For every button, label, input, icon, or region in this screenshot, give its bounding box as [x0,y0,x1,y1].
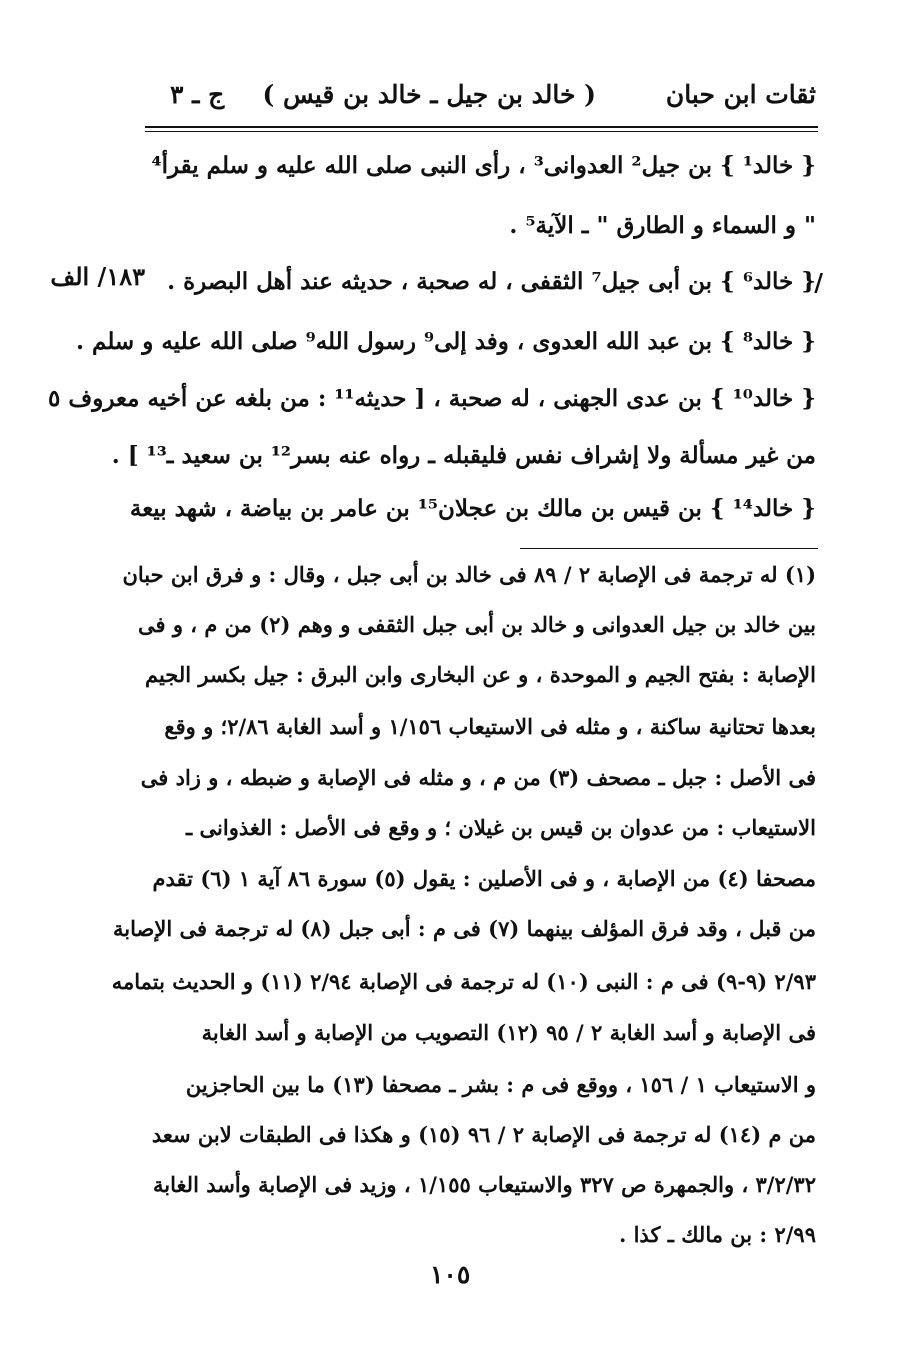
margin-folio-note: ١٨٣/ الف [50,262,145,291]
header-rule-thin [145,131,818,132]
footnote-line: ٢/٩٩ : بن مالك ـ كذا . [618,1222,816,1247]
footnote-line: من قبل ، وقد فرق المؤلف بينهما (٧) فى م : أبى جبل (٨) له ترجمة فى الإصابة [113,916,816,941]
body-line: " و السماء و الطارق " ـ الآية⁵ . [509,212,816,239]
body-line: { خالد⁸ } بن عبد الله العدوى ، وفد إلى⁹ رسول الله⁹ صلى الله عليه و سلم . [76,328,816,355]
book-title: ثقات ابن حبان [665,80,816,109]
body-line: { خالد¹⁰ } بن عدى الجهنى ، له صحبة ، [ حديثه¹¹ : من بلغه عن أخيه معروف ٥ [48,385,816,412]
folio-slash-mark: / [814,268,823,297]
header-rule [145,126,818,128]
body-line: { خالد¹⁴ } بن قيس بن مالك بن عجلان¹⁵ بن عامر بن بياضة ، شهد بيعة [129,495,816,522]
volume-label: ج ـ ٣ [170,80,225,109]
footnote-line: بين خالد بن جيل العدوانى و خالد بن أبى جبل الثقفى و وهم (٢) من م ، و فى [137,612,816,637]
footnote-line: الإصابة : بفتح الجيم و الموحدة ، و عن البخارى وابن البرق : جيل بكسر الجيم [144,662,816,687]
page-number: ١٠٥ [430,1260,471,1289]
footnote-rule [520,548,818,549]
footnote-line: ٢/٩٣ (٩-٩) فى م : النبى (١٠) له ترجمة فى الإصابة ٢/٩٤ (١١) و الحديث بتمامه [111,969,816,994]
body-line: { خالد¹ } بن جيل² العدوانى³ ، رأى النبى صلى الله عليه و سلم يقرأ⁴ [151,152,816,179]
body-line: { خالد⁶ } بن أبى جيل⁷ الثقفى ، له صحبة ، حديثه عند أهل البصرة . [167,268,816,295]
footnote-line: (١) له ترجمة فى الإصابة ٢ / ٨٩ فى خالد بن أبى جبل ، وقال : و فرق ابن حبان [122,562,816,587]
footnote-line: من م (١٤) له ترجمة فى الإصابة ٢ / ٩٦ (١٥) و هكذا فى الطبقات لابن سعد [151,1122,816,1147]
footnote-line: ٣/٢/٣٢ ، والجمهرة ص ٣٢٧ والاستيعاب ١/١٥٥ ، وزيد فى الإصابة وأسد الغابة [153,1172,816,1197]
footnote-line: و الاستيعاب ١ / ١٥٦ ، ووقع فى م : بشر ـ مصحفا (١٣) ما بين الحاجزين [185,1072,816,1097]
footnote-line: فى الأصل : جبل ـ مصحف (٣) من م ، و مثله فى الإصابة و ضبطه ، و زاد فى [140,765,816,790]
footnote-line: الاستيعاب : من عدوان بن قيس بن غيلان ؛ و وقع فى الأصل : الغذوانى ـ [186,815,816,840]
footnote-line: مصحفا (٤) من الإصابة ، و فى الأصلين : يقول (٥) سورة ٨٦ آية ١ (٦) تقدم [152,866,816,891]
body-line: من غير مسألة ولا إشراف نفس فليقبله ـ رواه عنه بسر¹² بن سعيد ـ¹³ ] . [111,442,816,469]
footnote-line: بعدها تحتانية ساكنة ، و مثله فى الاستيعاب ١/١٥٦ و أسد الغابة ٢/٨٦؛ و وقع [164,714,816,739]
footnote-line: فى الإصابة و أسد الغابة ٢ / ٩٥ (١٢) التصويب من الإصابة و أسد الغابة [201,1020,816,1045]
running-header [150,80,816,120]
entry-range: ( خالد بن جيل ـ خالد بن قيس ) [262,80,596,109]
